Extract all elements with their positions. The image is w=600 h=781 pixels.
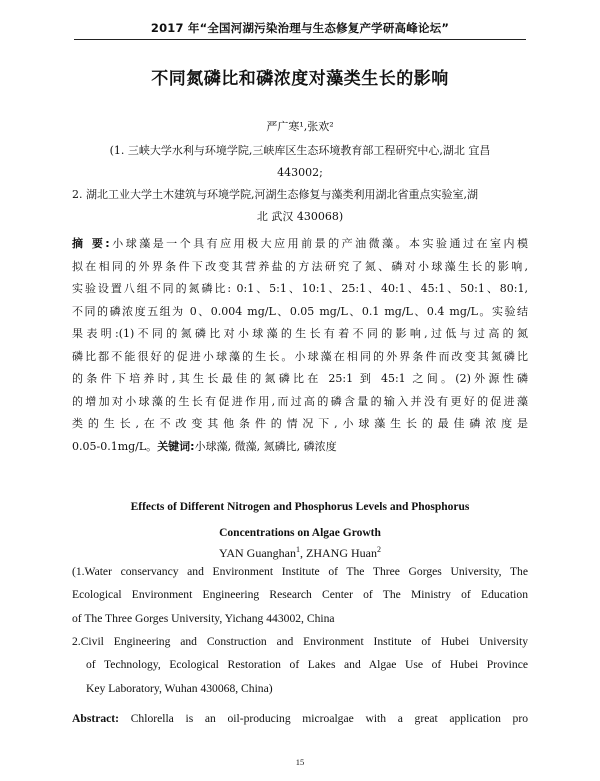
abstract-last-line xyxy=(72,436,528,459)
affiliation-line: 2.Civil Engineering and Construction and Environment Institute of Hubei University xyxy=(72,635,528,648)
abstract-line: 果表明:(1)不同的氮磷比对小球藻的生长有着不同的影响,过低与过高的氮 xyxy=(72,327,528,340)
affiliation-line: of Technology, Ecological Restoration of Lakes and Algae Use of Hubei Province xyxy=(86,658,528,672)
abstract-line: 磷比都不能很好的促进小球藻的生长。小球藻在相同的外界条件而改变其氮磷比 xyxy=(72,349,528,363)
keywords-label-chinese: 关键词: xyxy=(157,439,195,453)
page-number: 15 xyxy=(295,757,305,767)
author-1-affiliation-mark: 1 xyxy=(296,545,300,554)
abstract-text: 小球藻是一个具有应用极大应用前景的产油微藻。本实验通过在室内模 xyxy=(109,237,529,250)
affiliation-line: (1.Water conservancy and Environment Institute of The Three Gorges University, The xyxy=(72,565,528,578)
author-1: YAN Guanghan xyxy=(219,546,296,560)
affiliation-line: Key Laboratory, Wuhan 430068, China) xyxy=(86,681,273,695)
authors-chinese: 严广寒¹,张欢² xyxy=(266,120,334,133)
affiliation-2-line-2: 北 武汉 430068) xyxy=(256,210,344,223)
author-2-affiliation-mark: 2 xyxy=(377,545,381,554)
affiliation-1-chinese xyxy=(72,140,528,184)
abstract-line: 类的生长,在不改变其他条件的情况下,小球藻生长的最佳磷浓度是 xyxy=(72,417,528,430)
affiliation-1-line-1: (1. 三峡大学水利与环境学院,三峡库区生态环境教育部工程研究中心,湖北 宜昌 xyxy=(109,144,491,157)
affiliation-1-line-2: 443002; xyxy=(277,166,323,179)
abstract-line: 的条件下培养时,其生长最佳的氮磷比在 25:1 到 45:1 之间。(2)外源性磷 xyxy=(72,372,528,385)
authors-english xyxy=(0,545,600,561)
header-rule xyxy=(74,39,526,40)
affiliation-line: Ecological Environment Engineering Research Center of The Ministry of Education xyxy=(72,588,528,602)
title-english-line-2: Concentrations on Algae Growth xyxy=(219,527,381,539)
affiliation-2-chinese xyxy=(72,184,528,228)
abstract-line: 的增加对小球藻的生长有促进作用,而过高的磷含量的输入并没有更好的促进藻 xyxy=(72,394,528,408)
title-english xyxy=(72,494,528,546)
abstract-line: 实验设置八组不同的氮磷比: 0:1、5:1、10:1、25:1、40:1、45:1、50:1、80:1, xyxy=(72,282,528,295)
abstract-english xyxy=(72,707,528,730)
abstract-line xyxy=(72,233,528,256)
keywords-chinese: 小球藻, 微藻, 氮磷比, 磷浓度 xyxy=(194,439,337,453)
title-chinese: 不同氮磷比和磷浓度对藻类生长的影响 xyxy=(151,69,449,89)
abstract-chinese xyxy=(72,233,528,458)
author-separator: , xyxy=(300,546,303,560)
affiliation-2-english xyxy=(72,630,528,700)
abstract-line: 不同的磷浓度五组为 0、0.004 mg/L、0.05 mg/L、0.1 mg/L、0.4 mg/L。实验结 xyxy=(72,304,528,318)
title-english-line-1: Effects of Different Nitrogen and Phosphorus Levels and Phosphorus xyxy=(130,501,470,513)
abstract-label-chinese: 摘 要: xyxy=(72,237,110,250)
affiliation-2-line-1: 2. 湖北工业大学土木建筑与环境学院,河湖生态修复与藻类利用湖北省重点实验室,湖 xyxy=(72,188,478,201)
abstract-english-text: Chlorella is an oil-producing microalgae with a great application pro xyxy=(130,712,528,725)
abstract-text: 0.05-0.1mg/L。 xyxy=(72,439,158,453)
affiliation-1-english xyxy=(72,560,528,630)
affiliation-line: of The Three Gorges University, Yichang 443002, China xyxy=(72,611,335,625)
running-header: 2017 年“全国河湖污染治理与生态修复产学研高峰论坛” xyxy=(150,21,450,35)
abstract-label-english: Abstract: xyxy=(72,712,120,725)
abstract-line: 拟在相同的外界条件下改变其营养盐的方法研究了氮、磷对小球藻生长的影响, xyxy=(72,259,528,273)
author-2: ZHANG Huan xyxy=(306,546,377,560)
